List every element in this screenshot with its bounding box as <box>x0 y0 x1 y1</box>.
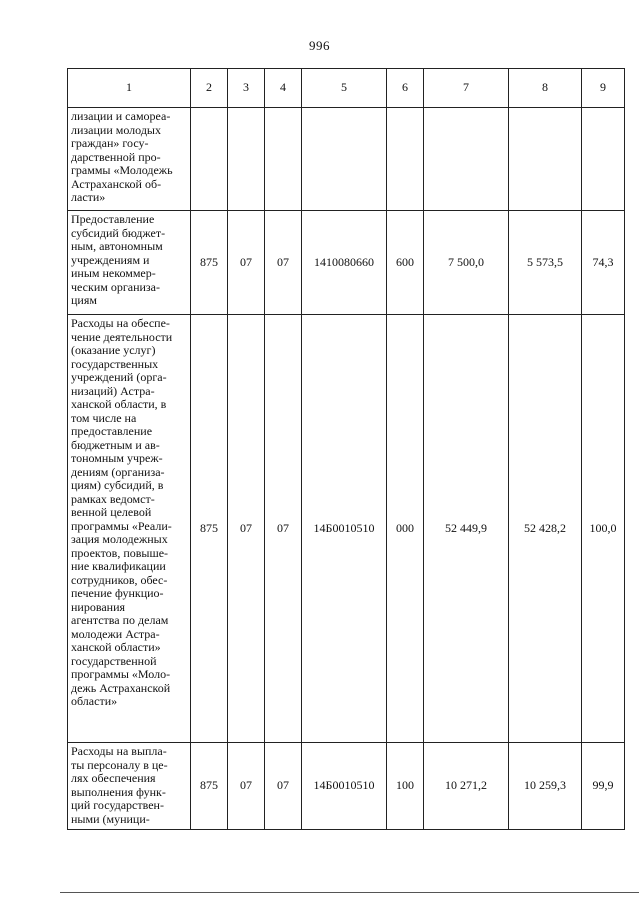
table-cell: 14Б0010510 <box>302 743 387 830</box>
table-cell: 100 <box>387 743 424 830</box>
table-cell <box>424 108 509 211</box>
page-bottom-rule <box>60 892 639 893</box>
table-cell <box>509 108 582 211</box>
table-cell: 07 <box>228 211 265 315</box>
header-cell: 5 <box>302 69 387 108</box>
row-description <box>68 211 191 315</box>
table-cell: 875 <box>191 211 228 315</box>
table-cell: 07 <box>265 743 302 830</box>
table-cell: 100,0 <box>582 315 625 743</box>
table-cell: 1410080660 <box>302 211 387 315</box>
table-row <box>68 108 625 211</box>
table-cell: 52 449,9 <box>424 315 509 743</box>
table-cell: 07 <box>228 743 265 830</box>
table-cell <box>387 108 424 211</box>
table-cell: 74,3 <box>582 211 625 315</box>
row-description-text: Расходы на выпла- ты персоналу в це- лях обеспечения выполнения функ- ций государствен- ными (муници- <box>71 744 168 826</box>
table-cell <box>191 108 228 211</box>
row-description-text: лизации и самореа- лизации молодых граждан» госу- дарственной про- граммы «Молодежь Астраханской об- ласти» <box>71 109 173 204</box>
table-cell <box>302 108 387 211</box>
row-description-text: Предоставление субсидий бюджет- ным, автономным учреждениям и иным некоммер- ческим организа- циям <box>71 212 166 307</box>
table-cell: 07 <box>228 315 265 743</box>
header-cell: 9 <box>582 69 625 108</box>
table-cell: 14Б0010510 <box>302 315 387 743</box>
table-cell: 10 271,2 <box>424 743 509 830</box>
table-cell: 7 500,0 <box>424 211 509 315</box>
table-cell: 52 428,2 <box>509 315 582 743</box>
table-cell: 600 <box>387 211 424 315</box>
header-cell: 4 <box>265 69 302 108</box>
table-cell: 000 <box>387 315 424 743</box>
header-cell: 1 <box>68 69 191 108</box>
table-cell: 5 573,5 <box>509 211 582 315</box>
header-cell: 3 <box>228 69 265 108</box>
header-cell: 6 <box>387 69 424 108</box>
table-cell: 07 <box>265 211 302 315</box>
page-number: 996 <box>309 38 330 53</box>
table-cell: 99,9 <box>582 743 625 830</box>
row-description <box>68 315 191 743</box>
table-cell: 875 <box>191 315 228 743</box>
header-cell: 2 <box>191 69 228 108</box>
table-row <box>68 211 625 315</box>
row-description <box>68 743 191 830</box>
table-cell: 10 259,3 <box>509 743 582 830</box>
header-cell: 7 <box>424 69 509 108</box>
row-description <box>68 108 191 211</box>
table-row <box>68 743 625 830</box>
header-cell: 8 <box>509 69 582 108</box>
table-cell: 875 <box>191 743 228 830</box>
budget-table <box>67 68 625 830</box>
row-description-text: Расходы на обеспе- чение деятельности (оказание услуг) государственных учреждений (орга- низаций) Астра- ханской области, в том числе на предоставление бюджетным и ав- тономным учреж- дениям (организа- циям) субсидий, в рамках ведомст- венной целевой программы «Реали- зация молодежных проектов, повыше- ние квалификации сотрудников, обес- печение функцио- нирования агентства по делам молодежи Астра- ханской области» государственной программы «Моло- дежь Астраханской области» <box>71 316 173 708</box>
table-cell <box>228 108 265 211</box>
table-cell <box>582 108 625 211</box>
table-cell <box>265 108 302 211</box>
table-row <box>68 315 625 743</box>
table-cell: 07 <box>265 315 302 743</box>
table-header-row <box>68 69 625 108</box>
